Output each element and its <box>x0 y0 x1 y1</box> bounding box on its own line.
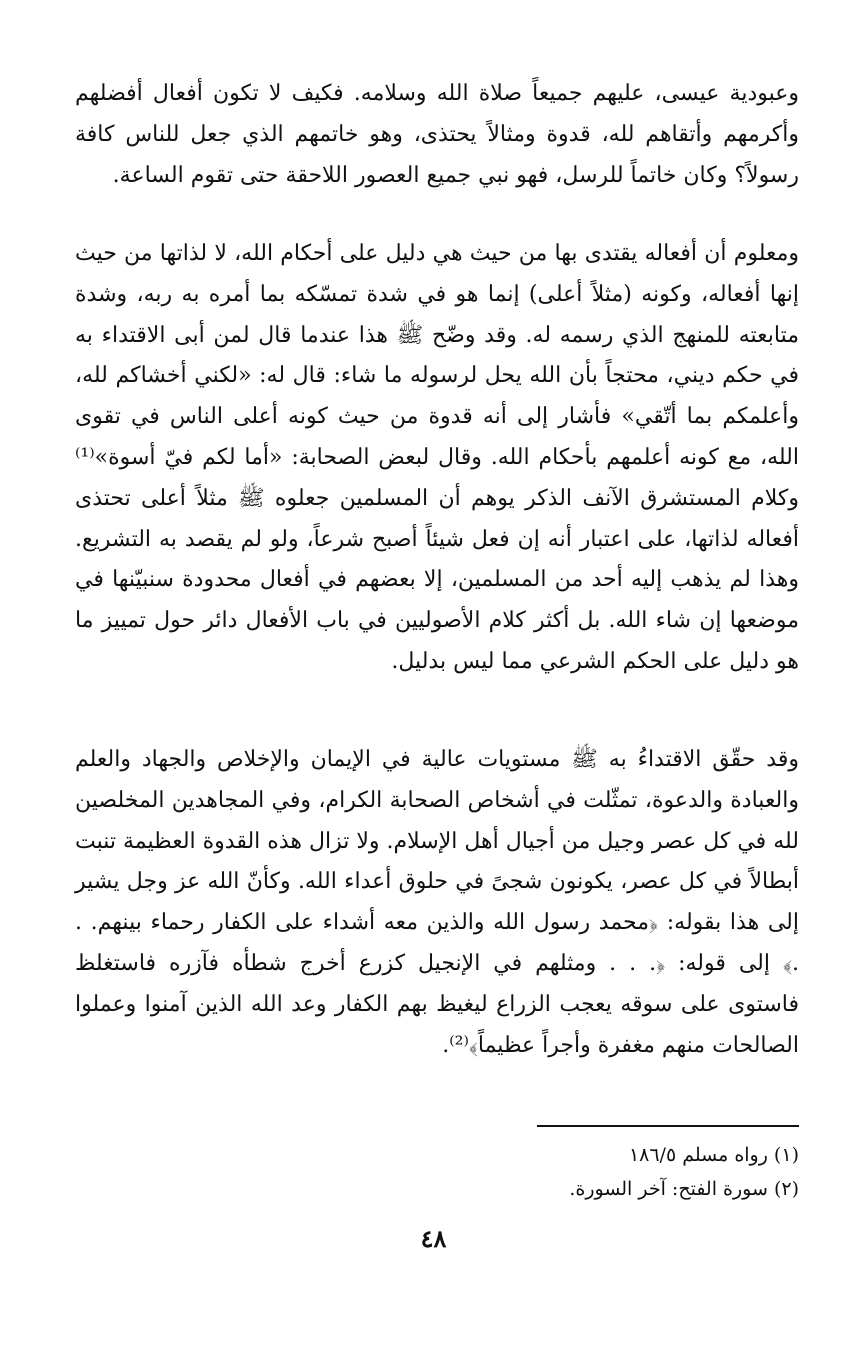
footnote-2: (٢) سورة الفتح: آخر السورة. <box>569 1178 799 1200</box>
footnote-separator <box>537 1125 799 1127</box>
footnotes <box>75 1138 799 1206</box>
body-paragraph-3: وقد حقّق الاقتداءُ به ﷺ مستويات عالية في الإيمان والإخلاص والجهاد والعلم والعبادة والدعوة، تمثّلت في أشخاص الصحابة الكرام، وفي المجاهدين المخلصين لله في كل عصر وجيل من أجيال أهل الإسلام. ولا تزال هذه القدوة العظيمة تنبت أبطالاً في كل عصر، يكونون شجىً في حلوق أعداء الله. وكأنّ الله عز وجل يشير إلى هذا بقوله: ﴿محمد رسول الله والذين معه أشداء على الكفار رحماء بينهم. . .﴾ إلى قوله: ﴿. . . ومثلهم في الإنجيل كزرع أخرج شطأه فآزره فاستغلظ فاستوى على سوقه يعجب الزراع ليغيظ بهم الكفار وعد الله الذين آمنوا وعملوا الصالحات منهم مغفرة وأجراً عظيماً﴾⁽²⁾. <box>75 747 799 1058</box>
page-number: ٤٨ <box>420 1224 447 1253</box>
footnote-1: (١) رواه مسلم ١٨٦/٥ <box>628 1144 799 1166</box>
body-paragraph-2: ومعلوم أن أفعاله يقتدى بها من حيث هي دليل على أحكام الله، لا لذاتها من حيث إنها أفعاله، وكونه (مثلاً أعلى) إنما هو في شدة تمسّكه بما أمره به ربه، وشدة متابعته للمنهج الذي رسمه له. وقد وضّح ﷺ هذا عندما قال لمن أبى الاقتداء به في حكم ديني، محتجاً بأن الله يحل لرسوله ما شاء: قال له: «لكني أخشاكم لله، وأعلمكم بما أتّقي» فأشار إلى أنه قدوة من حيث كونه أعلى الناس في تقوى الله، مع كونه أعلمهم بأحكام الله. وقال لبعض الصحابة: «أما لكم فيّ أسوة»⁽¹⁾ وكلام المستشرق الآنف الذكر يوهم أن المسلمين جعلوه ﷺ مثلاً أعلى تحتذى أفعاله لذاتها، على اعتبار أنه إن فعل شيئاً أصبح شرعاً، ولو لم يقصد به التشريع. وهذا لم يذهب إليه أحد من المسلمين، إلا بعضهم في أفعال محدودة سنبيّنها في موضعها إن شاء الله. بل أكثر كلام الأصوليين في باب الأفعال دائر حول تمييز ما هو دليل على الحكم الشرعي مما ليس بدليل. <box>75 241 799 674</box>
body-paragraph-1: وعبودية عيسى، عليهم جميعاً صلاة الله وسلامه. فكيف لا تكون أفعال أفضلهم وأكرمهم وأتقاهم لله، قدوة ومثالاً يحتذى، وهو خاتمهم الذي جعل للناس كافة رسولاً؟ وكان خاتماً للرسل، فهو نبي جميع العصور اللاحقة حتى تقوم الساعة. <box>75 81 799 188</box>
